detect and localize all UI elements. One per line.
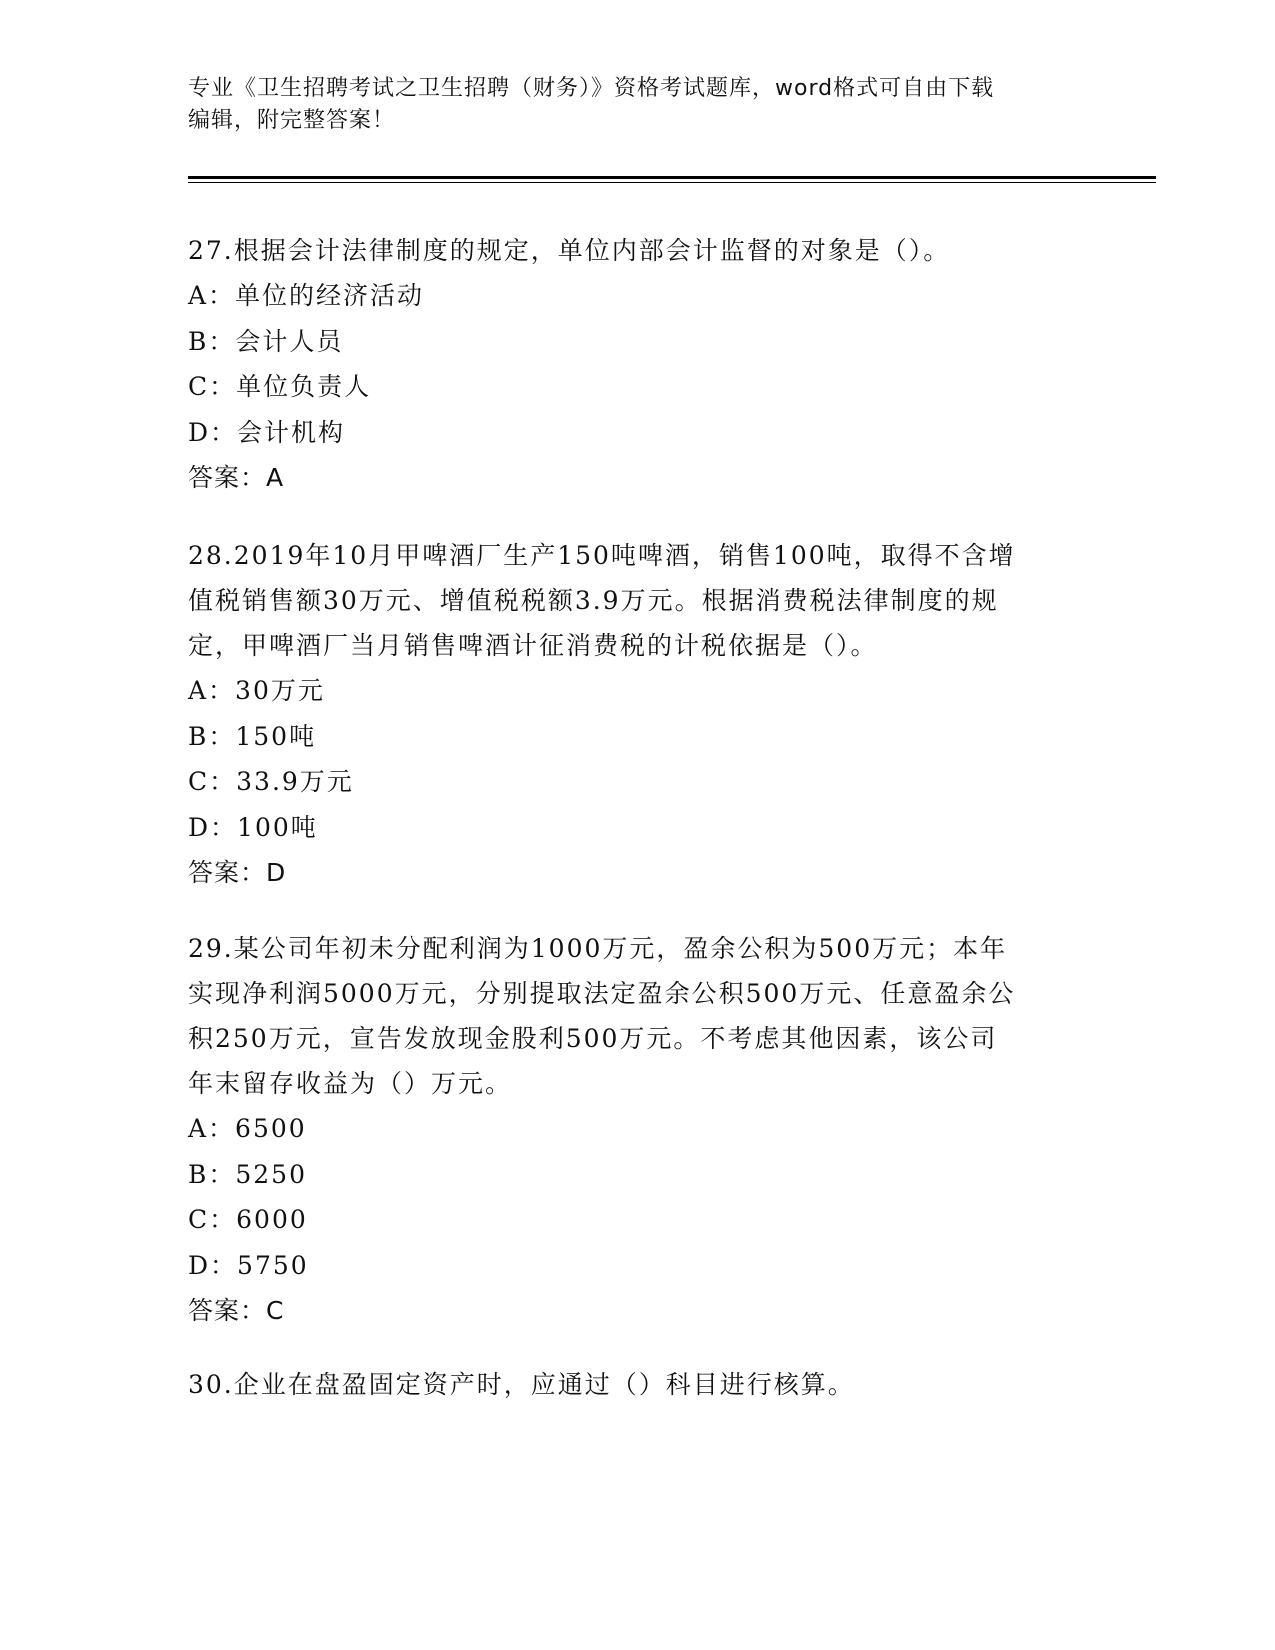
option-d: D：5750 [188, 1250, 309, 1280]
option-d: D：会计机构 [188, 417, 346, 447]
question-text-line-1: 28.2019年10月甲啤酒厂生产150吨啤酒，销售100吨，取得不含增 [188, 541, 1016, 570]
option-c: C：6000 [188, 1205, 308, 1234]
question-28 [188, 533, 1088, 895]
header-line-2: 编辑，附完整答案！ [188, 108, 396, 133]
question-text-line-1: 29.某公司年初未分配利润为1000万元，盈余公积为500万元；本年 [188, 934, 1008, 963]
answer-label: 答案：D [188, 858, 287, 887]
option-d: D：100吨 [188, 812, 318, 842]
answer-label: 答案：C [188, 1296, 285, 1325]
question-text: 30.企业在盘盈固定资产时，应通过（）科目进行核算。 [188, 1370, 855, 1399]
document-header [188, 73, 1068, 137]
option-a: A：6500 [188, 1114, 307, 1143]
option-a: A：单位的经济活动 [188, 281, 425, 310]
question-30 [188, 1362, 1088, 1407]
question-text-line-4: 年末留存收益为（）万元。 [188, 1069, 513, 1098]
question-29 [188, 926, 1088, 1333]
header-line-1: 专业《卫生招聘考试之卫生招聘（财务）》资格考试题库，word格式可自由下载 [188, 76, 995, 101]
option-a: A：30万元 [188, 676, 325, 705]
header-divider-thick [188, 176, 1156, 179]
option-c: C：33.9万元 [188, 767, 354, 796]
question-text-line-2: 值税销售额30万元、增值税税额3.9万元。根据消费税法律制度的规 [188, 586, 999, 615]
option-c: C：单位负责人 [188, 372, 372, 401]
option-b: B：5250 [188, 1159, 307, 1189]
question-text-line-3: 定，甲啤酒厂当月销售啤酒计征消费税的计税依据是（）。 [188, 631, 878, 660]
answer-label: 答案：A [188, 463, 285, 492]
question-text-line-3: 积250万元，宣告发放现金股利500万元。不考虑其他因素，该公司 [188, 1024, 998, 1053]
option-b: B：会计人员 [188, 326, 344, 356]
question-text: 27.根据会计法律制度的规定，单位内部会计监督的对象是（）。 [188, 236, 951, 265]
question-text-line-2: 实现净利润5000万元，分别提取法定盈余公积500万元、任意盈余公 [188, 979, 1016, 1008]
question-27 [188, 228, 1088, 500]
option-b: B：150吨 [188, 721, 317, 751]
header-divider-thin [188, 182, 1156, 183]
